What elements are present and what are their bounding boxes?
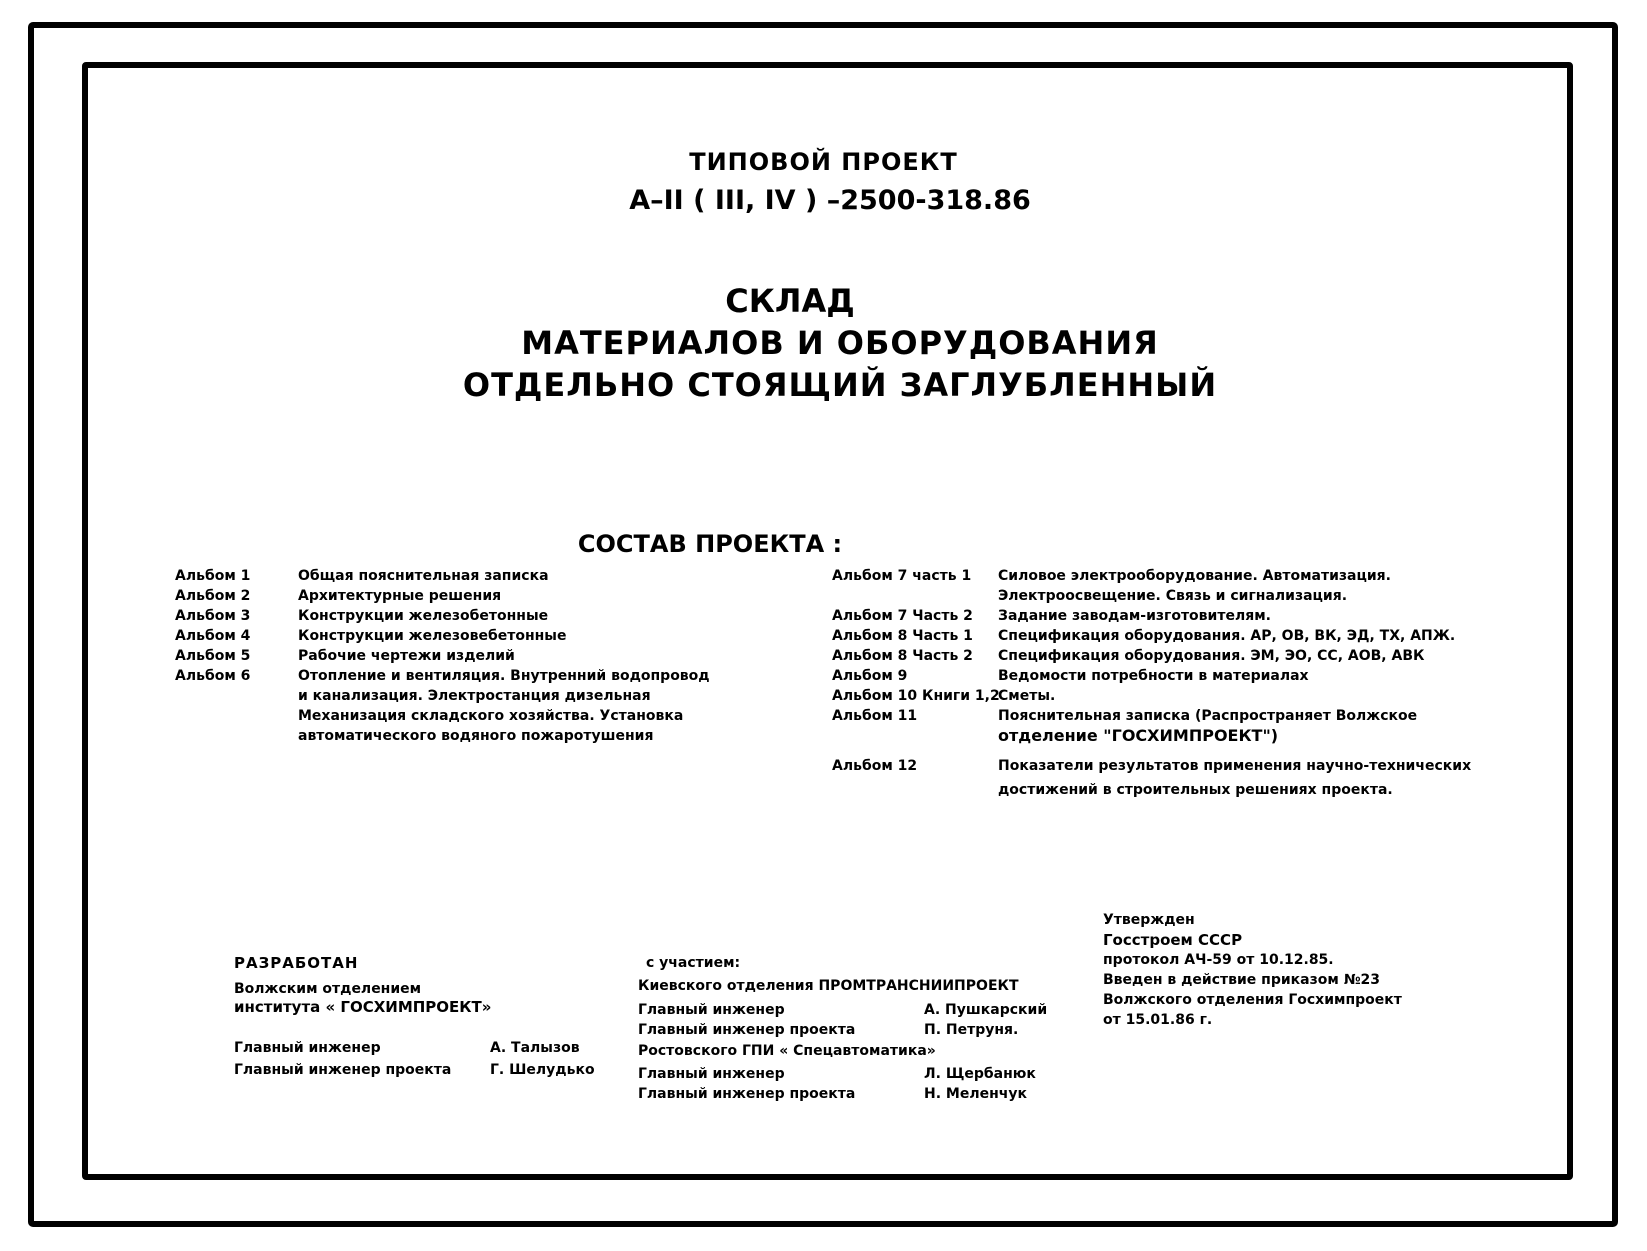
developed-name: А. Талызов <box>490 1040 580 1056</box>
developed-role: Главный инженер <box>234 1040 381 1056</box>
composition-heading: СОСТАВ ПРОЕКТА : <box>577 530 843 558</box>
right-description-list <box>998 566 1471 800</box>
approval-line: от 15.01.86 г. <box>1103 1012 1213 1028</box>
developed-org-line-2: института « ГОСХИМПРОЕКТ» <box>234 998 492 1016</box>
title-line-1: СКЛАД <box>725 282 855 320</box>
right-description: Спецификация оборудования. ЭМ, ЭО, СС, АОВ, АВК <box>998 648 1425 664</box>
left-description-list <box>298 566 710 746</box>
developed-name: Г. Шелудько <box>490 1062 595 1078</box>
right-description: Пояснительная записка (Распространяет Волжское <box>998 708 1418 724</box>
left-description: автоматического водяного пожаротушения <box>298 728 654 744</box>
participation-role: Главный инженер проекта <box>638 1086 856 1102</box>
left-description: Рабочие чертежи изделий <box>298 648 515 664</box>
participation-org-2-names <box>924 1064 1036 1104</box>
right-album-label <box>832 586 1000 606</box>
developed-roles <box>234 1037 451 1081</box>
right-album-label: Альбом 8 Часть 2 <box>832 648 973 664</box>
right-album-label: Альбом 7 Часть 2 <box>832 608 973 624</box>
left-album-label: Альбом 1 <box>175 568 251 584</box>
project-type: ТИПОВОЙ ПРОЕКТ <box>689 148 958 176</box>
participation-org-2: Ростовского ГПИ « Спецавтоматика» <box>638 1043 936 1059</box>
participation-name: Л. Щербанюк <box>924 1066 1036 1082</box>
project-code: А–II ( III, IV ) –2500-318.86 <box>629 185 1031 216</box>
approval-line: Введен в действие приказом №23 <box>1103 972 1381 988</box>
right-album-label: Альбом 12 <box>832 758 918 774</box>
right-description: Ведомости потребности в материалах <box>998 668 1309 684</box>
right-album-list <box>832 566 1000 776</box>
right-album-label <box>832 726 1000 746</box>
left-description: Механизация складского хозяйства. Установка <box>298 708 684 724</box>
approval-line: Госстроем СССР <box>1103 931 1243 949</box>
left-album-label: Альбом 5 <box>175 648 251 664</box>
left-album-label: Альбом 2 <box>175 588 251 604</box>
developed-label: РАЗРАБОТАН <box>234 954 359 972</box>
participation-role: Главный инженер <box>638 1002 785 1018</box>
right-album-label: Альбом 10 Книги 1,2 <box>832 688 1000 704</box>
right-album-label: Альбом 7 часть 1 <box>832 568 972 584</box>
participation-label: с участием: <box>646 955 741 971</box>
right-album-label: Альбом 11 <box>832 708 918 724</box>
left-album-label: Альбом 4 <box>175 628 251 644</box>
developed-org-line-1: Волжским отделением <box>234 981 422 997</box>
participation-name: П. Петруня. <box>924 1022 1019 1038</box>
right-album-label: Альбом 8 Часть 1 <box>832 628 973 644</box>
left-description: Отопление и вентиляция. Внутренний водопровод <box>298 668 710 684</box>
title-line-3: ОТДЕЛЬНО СТОЯЩИЙ ЗАГЛУБЛЕННЫЙ <box>462 366 1218 404</box>
approval-line: Утвержден <box>1103 912 1195 928</box>
left-description: Конструкции железобетонные <box>298 608 549 624</box>
approval-block <box>1103 910 1402 1030</box>
participation-role: Главный инженер <box>638 1066 785 1082</box>
left-album-label: Альбом 6 <box>175 668 251 684</box>
participation-org-1-names <box>924 1000 1047 1040</box>
participation-org-2-roles <box>638 1064 855 1104</box>
participation-name: А. Пушкарский <box>924 1002 1048 1018</box>
right-description: Силовое электрооборудование. Автоматизация. <box>998 568 1391 584</box>
approval-line: Волжского отделения Госхимпроект <box>1103 992 1402 1008</box>
participation-name: Н. Меленчук <box>924 1086 1027 1102</box>
left-album-list <box>175 566 250 686</box>
right-description: Показатели результатов применения научно-технических <box>998 758 1472 774</box>
right-album-label: Альбом 9 <box>832 668 908 684</box>
right-description: Задание заводам-изготовителям. <box>998 608 1271 624</box>
participation-org-1: Киевского отделения ПРОМТРАНСНИИПРОЕКТ <box>638 978 1019 994</box>
developed-names <box>490 1037 595 1081</box>
right-description: Сметы. <box>998 688 1056 704</box>
left-description: Конструкции железовебетонные <box>298 628 567 644</box>
developed-role: Главный инженер проекта <box>234 1062 452 1078</box>
right-description: достижений в строительных решениях проекта. <box>998 782 1393 798</box>
left-description: Архитектурные решения <box>298 588 502 604</box>
right-description: Спецификация оборудования. АР, ОВ, ВК, ЭД, ТХ, АПЖ. <box>998 628 1456 644</box>
participation-org-1-roles <box>638 1000 855 1040</box>
left-album-label: Альбом 3 <box>175 608 251 624</box>
left-description: Общая пояснительная записка <box>298 568 549 584</box>
approval-line: протокол АЧ-59 от 10.12.85. <box>1103 952 1334 968</box>
participation-role: Главный инженер проекта <box>638 1022 856 1038</box>
right-description: Электроосвещение. Связь и сигнализация. <box>998 588 1348 604</box>
left-description: и канализация. Электростанция дизельная <box>298 688 651 704</box>
right-description: отделение "ГОСХИМПРОЕКТ") <box>998 726 1279 745</box>
title-line-2: МАТЕРИАЛОВ И ОБОРУДОВАНИЯ <box>521 324 1159 362</box>
